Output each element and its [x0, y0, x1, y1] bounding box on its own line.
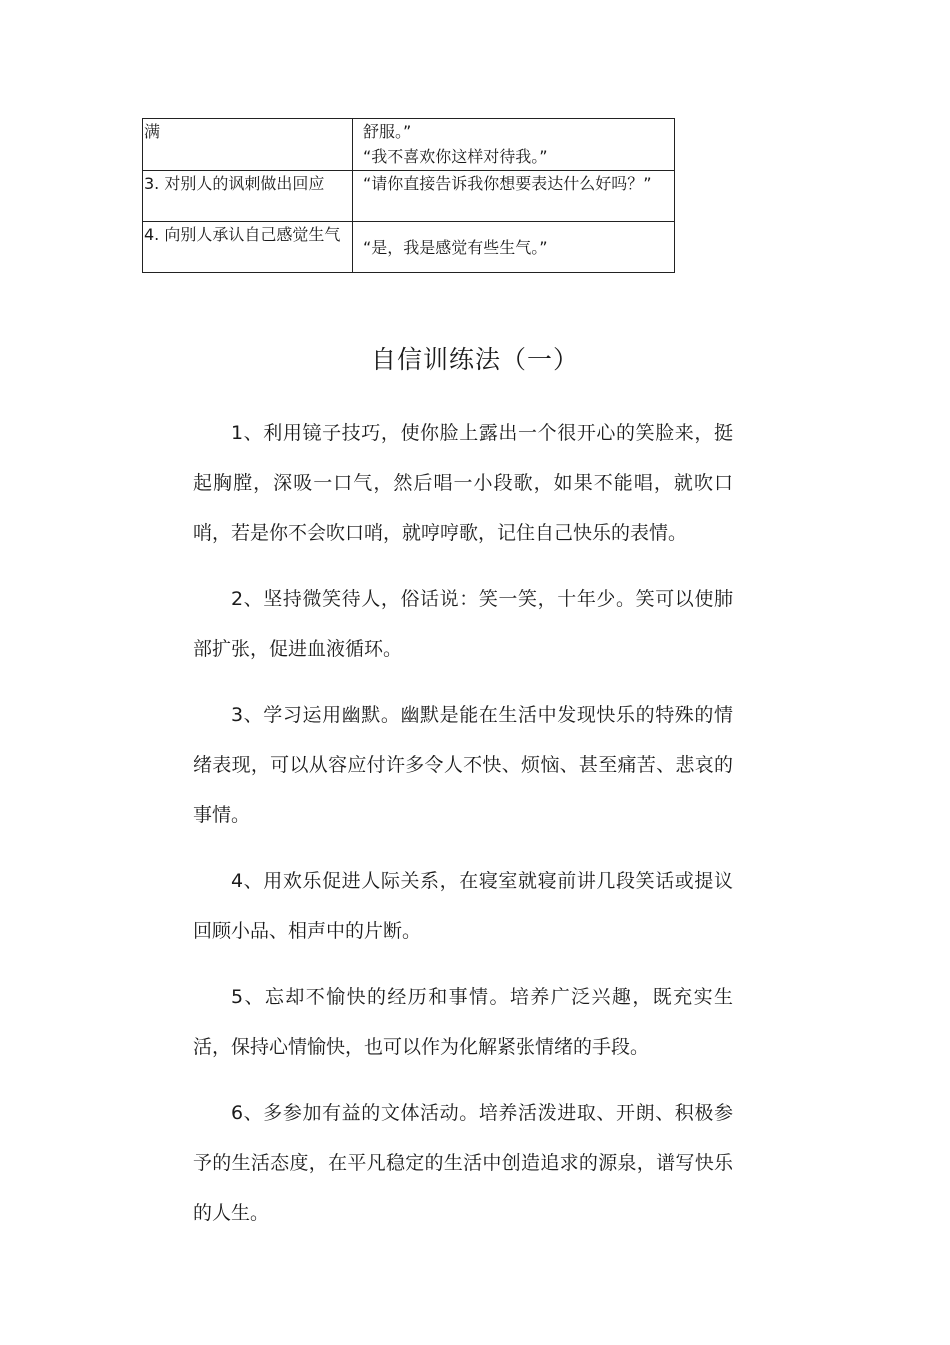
table-row	[143, 171, 675, 222]
response-cell	[353, 171, 675, 222]
paragraph-6: 6、多参加有益的文体活动。培养活泼进取、开朗、积极参予的生活态度，在平凡稳定的生活中创造追求的源泉，谱写快乐的人生。	[193, 1102, 733, 1224]
situation-cell	[143, 171, 353, 222]
situation-cell	[143, 222, 353, 273]
response-line: “请你直接告诉我你想要表达什么好吗？”	[363, 174, 652, 193]
response-cell	[353, 119, 675, 171]
situation-text: 3. 对别人的讽刺做出回应	[144, 174, 325, 193]
response-line: 舒服。”	[363, 122, 412, 141]
section-body	[193, 408, 733, 1254]
table-row	[143, 119, 675, 171]
paragraph-4: 4、用欢乐促进人际关系，在寝室就寝前讲几段笑话或提议回顾小品、相声中的片断。	[193, 870, 733, 942]
situation-text: 满	[144, 122, 161, 141]
response-cell	[353, 222, 675, 273]
response-line: “是，我是感觉有些生气。”	[363, 237, 548, 257]
response-line: “我不喜欢你这样对待我。”	[363, 147, 548, 166]
section-title: 自信训练法（一）	[370, 345, 579, 374]
paragraph-3: 3、学习运用幽默。幽默是能在生活中发现快乐的特殊的情绪表现，可以从容应付许多令人不快、烦恼、甚至痛苦、悲哀的事情。	[193, 704, 733, 826]
table-row	[143, 222, 675, 273]
assertiveness-table-wrapper	[142, 118, 675, 273]
paragraph-1: 1、利用镜子技巧，使你脸上露出一个很开心的笑脸来，挺起胸膛，深吸一口气，然后唱一小段歌，如果不能唱，就吹口哨，若是你不会吹口哨，就哼哼歌，记住自己快乐的表情。	[193, 422, 733, 544]
situation-cell	[143, 119, 353, 171]
situation-text: 4. 向别人承认自己感觉生气	[144, 225, 341, 244]
assertiveness-table	[142, 118, 675, 273]
paragraph-2: 2、坚持微笑待人，俗话说：笑一笑，十年少。笑可以使肺部扩张，促进血液循环。	[193, 588, 733, 660]
paragraph-5: 5、忘却不愉快的经历和事情。培养广泛兴趣，既充实生活，保持心情愉快，也可以作为化解紧张情绪的手段。	[193, 986, 733, 1058]
